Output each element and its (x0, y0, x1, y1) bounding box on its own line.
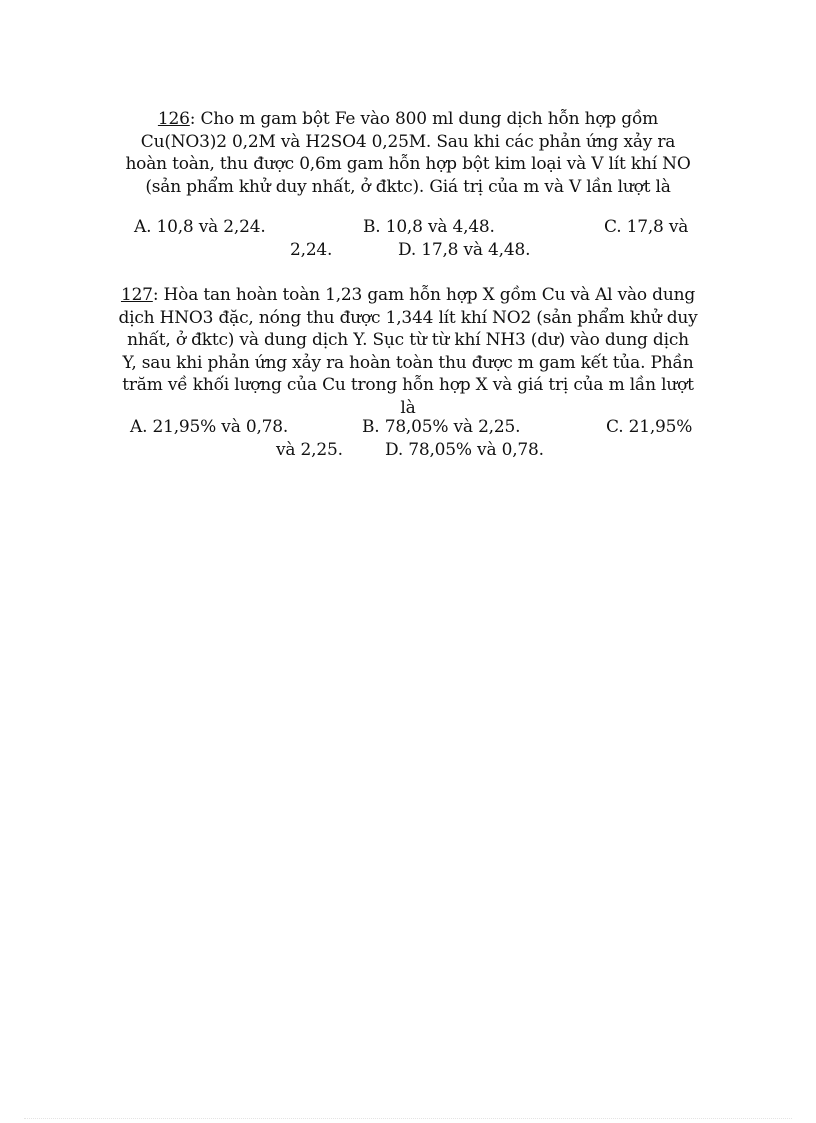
option-c: C. 17,8 và (604, 217, 689, 237)
option-a: A. 21,95% và 0,78. (130, 417, 289, 437)
question-number: 126 (157, 109, 190, 129)
option-b: B. 10,8 và 4,48. (363, 217, 495, 237)
question-text: : Cho m gam bột Fe vào 800 ml dung dịch hỗn hợp gồm Cu(NO3)2 0,2M và H2SO4 0,25M. Sau khi các phản ứng xảy ra hoàn toàn, thu được 0,6m gam hỗn hợp bột kim loại và V lít khí NO (sản phẩm khử duy nhất, ở đktc). Giá trị của m và V lần lượt là (125, 109, 691, 197)
question-text: : Hòa tan hoàn toàn 1,23 gam hỗn hợp X gồm Cu và Al vào dung dịch HNO3 đặc, nóng thu được 1,344 lít khí NO2 (sản phẩm khử duy nhất, ở đktc) và dung dịch Y. Sục từ từ khí NH3 (dư) vào dung dịch Y, sau khi phản ứng xảy ra hoàn toàn thu được m gam kết tủa. Phần trăm về khối lượng của Cu trong hỗn hợp X và giá trị của m lần lượt là (118, 285, 698, 418)
option-d: D. 78,05% và 0,78. (385, 439, 544, 460)
question-126 (118, 108, 698, 198)
option-c: C. 21,95% (606, 417, 693, 437)
option-c-continued: và 2,25. (276, 439, 343, 460)
answer-row (118, 239, 698, 262)
answer-row (118, 416, 698, 439)
page-bottom-edge (24, 1118, 792, 1119)
question-number: 127 (120, 285, 153, 305)
answer-options-126 (118, 216, 698, 261)
answer-row (118, 216, 698, 239)
option-a: A. 10,8 và 2,24. (134, 217, 266, 237)
option-d: D. 17,8 và 4,48. (398, 239, 531, 260)
option-b: B. 78,05% và 2,25. (362, 417, 521, 437)
answer-options-127 (118, 416, 698, 461)
question-127 (118, 284, 698, 419)
answer-row (118, 439, 698, 462)
option-c-continued: 2,24. (290, 239, 333, 260)
